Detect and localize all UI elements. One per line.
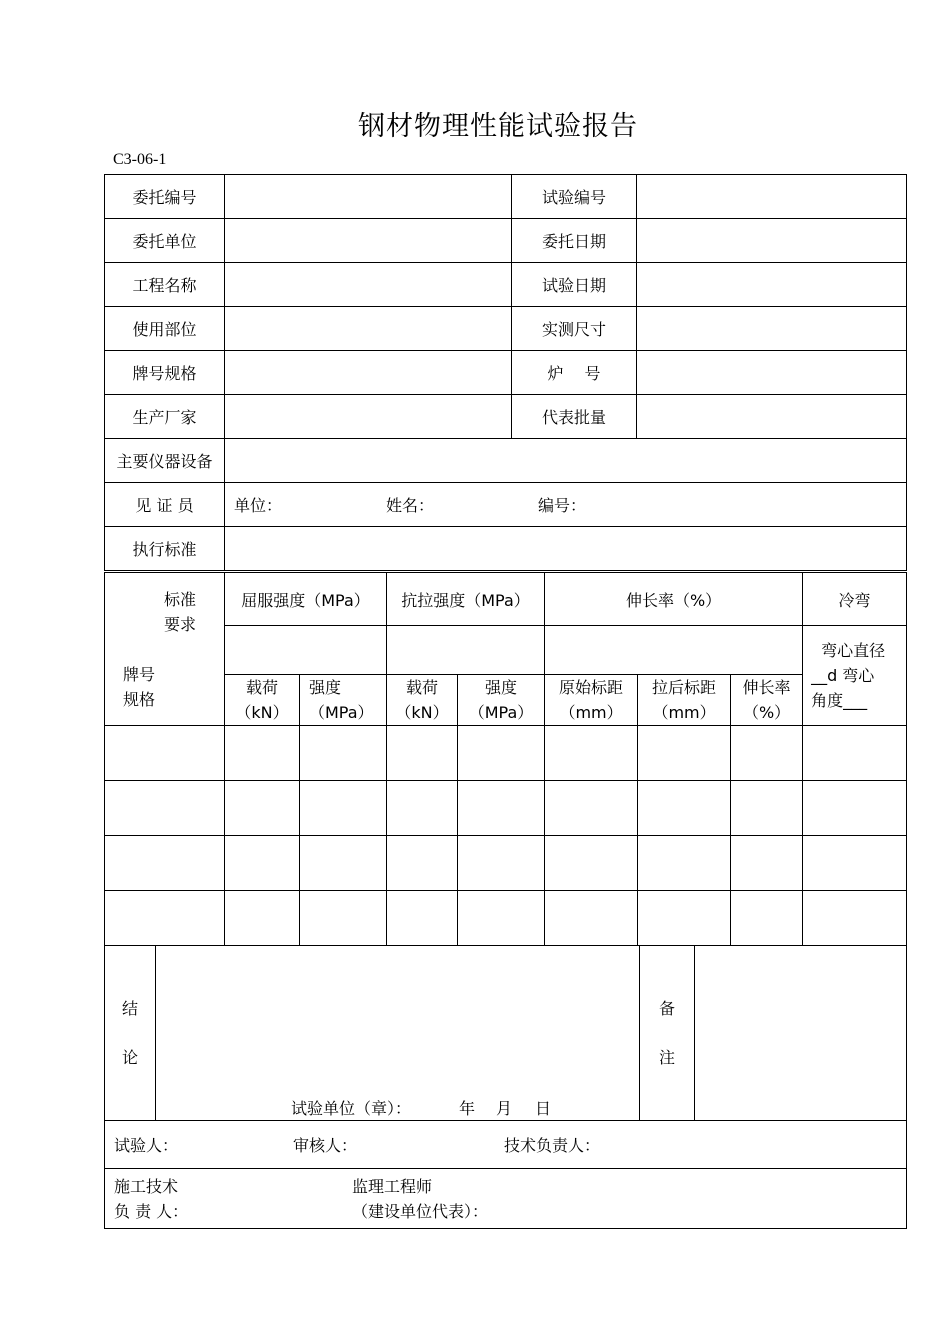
cell[interactable] xyxy=(300,891,387,946)
info-row xyxy=(105,395,907,439)
elong-label: 伸长率 xyxy=(742,678,791,697)
conclusion-label-2: 论 xyxy=(121,1048,138,1067)
construction-label-1: 施工技术 xyxy=(114,1176,179,1196)
elong-header xyxy=(731,675,803,726)
info-label: 实测尺寸 xyxy=(512,307,637,351)
cell[interactable] xyxy=(225,891,300,946)
info-label: 炉 号 xyxy=(512,351,637,395)
signature-row-2 xyxy=(105,1169,907,1229)
cell[interactable] xyxy=(105,781,225,836)
bend-spec xyxy=(803,626,907,726)
corner-top-2: 要求 xyxy=(164,615,197,634)
info-label: 试验日期 xyxy=(512,263,637,307)
corner-header xyxy=(105,573,225,726)
info-value-field[interactable] xyxy=(225,351,512,395)
info-label: 委托日期 xyxy=(512,219,637,263)
bend-line-3: 角度___ xyxy=(811,691,868,710)
cell[interactable] xyxy=(731,726,803,781)
cell[interactable] xyxy=(803,836,907,891)
construction-label-2: 负 责 人： xyxy=(114,1201,189,1221)
load-2-label: 载荷 xyxy=(406,678,439,697)
table-row xyxy=(105,781,907,836)
cell[interactable] xyxy=(300,726,387,781)
corner-bottom-2: 规格 xyxy=(123,690,156,709)
cell[interactable] xyxy=(638,891,731,946)
witness-number: 编号： xyxy=(538,496,587,515)
load-1-header xyxy=(225,675,300,726)
year-label: 年 xyxy=(459,1099,476,1118)
day-label: 日 xyxy=(535,1099,552,1118)
remark-field[interactable] xyxy=(695,946,907,1121)
equipment-field[interactable] xyxy=(225,439,907,483)
cell[interactable] xyxy=(225,836,300,891)
signature-table xyxy=(104,1120,907,1229)
cell[interactable] xyxy=(105,836,225,891)
strength-2-header xyxy=(458,675,545,726)
table-row xyxy=(105,726,907,781)
info-value-field[interactable] xyxy=(225,263,512,307)
witness-row xyxy=(105,483,907,527)
load-2-unit: （kN） xyxy=(395,703,449,722)
info-value-field[interactable] xyxy=(225,395,512,439)
gauge-orig-unit: （mm） xyxy=(559,703,623,722)
cell[interactable] xyxy=(300,781,387,836)
gauge-after-header xyxy=(638,675,731,726)
conclusion-field[interactable] xyxy=(156,946,640,1121)
supervisor-label-1: 监理工程师 xyxy=(352,1176,433,1196)
test-table xyxy=(104,572,907,946)
strength-2-unit: （MPa） xyxy=(468,703,534,722)
info-label: 使用部位 xyxy=(105,307,225,351)
standard-label: 执行标准 xyxy=(105,527,225,571)
witness-name: 姓名： xyxy=(386,496,435,515)
gauge-after-unit: （mm） xyxy=(652,703,716,722)
info-value-field[interactable] xyxy=(637,307,907,351)
info-row xyxy=(105,263,907,307)
cell[interactable] xyxy=(458,836,545,891)
info-table xyxy=(104,174,907,571)
cell[interactable] xyxy=(638,836,731,891)
month-label: 月 xyxy=(496,1099,513,1118)
witness-unit: 单位： xyxy=(234,496,283,515)
info-value-field[interactable] xyxy=(225,175,512,219)
conclusion-label xyxy=(105,946,156,1121)
cell[interactable] xyxy=(387,836,458,891)
load-1-unit: （kN） xyxy=(235,703,289,722)
cell[interactable] xyxy=(105,891,225,946)
info-label: 委托单位 xyxy=(105,219,225,263)
info-value-field[interactable] xyxy=(225,307,512,351)
strength-1-label: 强度 xyxy=(309,678,342,697)
strength-1-header xyxy=(300,675,387,726)
bend-line-2: __d 弯心 xyxy=(811,666,875,685)
cell[interactable] xyxy=(731,836,803,891)
info-value-field[interactable] xyxy=(225,219,512,263)
info-label: 委托编号 xyxy=(105,175,225,219)
info-row xyxy=(105,219,907,263)
supervisor-label-2: （建设单位代表）： xyxy=(352,1201,489,1221)
cell[interactable] xyxy=(387,781,458,836)
elong-unit: （%） xyxy=(742,703,791,722)
info-label: 工程名称 xyxy=(105,263,225,307)
tech-lead-label: 技术负责人： xyxy=(504,1136,601,1155)
form-code: C3-06-1 xyxy=(113,151,167,168)
stamp-line xyxy=(291,1096,551,1119)
conclusion-table xyxy=(104,945,907,1121)
info-row xyxy=(105,351,907,395)
info-value-field[interactable] xyxy=(637,351,907,395)
construction-block xyxy=(114,1174,352,1224)
cell[interactable] xyxy=(387,891,458,946)
info-row xyxy=(105,175,907,219)
tester-label: 试验人： xyxy=(114,1136,179,1155)
bend-line-1: 弯心直径 xyxy=(821,641,886,660)
tensile-requirement[interactable] xyxy=(387,626,545,675)
strength-1-unit: （MPa） xyxy=(309,703,374,722)
report-title: 钢材物理性能试验报告 xyxy=(358,111,638,142)
cell[interactable] xyxy=(458,726,545,781)
info-row xyxy=(105,307,907,351)
remark-label-2: 注 xyxy=(658,1048,675,1067)
load-2-header xyxy=(387,675,458,726)
cell[interactable] xyxy=(458,891,545,946)
elongation-requirement[interactable] xyxy=(545,626,803,675)
cold-bend-header: 冷弯 xyxy=(803,573,907,626)
info-value-field[interactable] xyxy=(637,395,907,439)
info-label: 牌号规格 xyxy=(105,351,225,395)
cell[interactable] xyxy=(105,726,225,781)
cell[interactable] xyxy=(803,726,907,781)
elongation-header: 伸长率（%） xyxy=(545,573,803,626)
standard-row xyxy=(105,527,907,571)
standard-field[interactable] xyxy=(225,527,907,571)
table-row xyxy=(105,891,907,946)
info-label: 试验编号 xyxy=(512,175,637,219)
strength-2-label: 强度 xyxy=(485,678,518,697)
tensile-header: 抗拉强度（MPa） xyxy=(387,573,545,626)
cell[interactable] xyxy=(300,836,387,891)
cell[interactable] xyxy=(545,726,638,781)
remark-label xyxy=(640,946,695,1121)
cell[interactable] xyxy=(387,726,458,781)
cell[interactable] xyxy=(545,836,638,891)
supervisor-block xyxy=(352,1174,488,1224)
info-label: 代表批量 xyxy=(512,395,637,439)
corner-top-1: 标准 xyxy=(164,590,197,609)
info-value-field[interactable] xyxy=(637,175,907,219)
cell[interactable] xyxy=(638,781,731,836)
corner-bottom-1: 牌号 xyxy=(123,665,156,684)
cell[interactable] xyxy=(803,781,907,836)
conclusion-label-1: 结 xyxy=(121,999,138,1018)
equipment-row xyxy=(105,439,907,483)
cell[interactable] xyxy=(731,781,803,836)
reviewer-label: 审核人： xyxy=(293,1136,358,1155)
yield-requirement[interactable] xyxy=(225,626,387,675)
cell[interactable] xyxy=(225,726,300,781)
cell[interactable] xyxy=(545,781,638,836)
witness-label: 见 证 员 xyxy=(105,483,225,527)
load-1-label: 载荷 xyxy=(245,678,278,697)
equipment-label: 主要仪器设备 xyxy=(105,439,225,483)
info-value-field[interactable] xyxy=(637,263,907,307)
table-row xyxy=(105,836,907,891)
cell[interactable] xyxy=(803,891,907,946)
remark-label-1: 备 xyxy=(658,999,675,1018)
witness-field[interactable] xyxy=(225,483,907,527)
gauge-orig-header xyxy=(545,675,638,726)
cell[interactable] xyxy=(225,781,300,836)
info-value-field[interactable] xyxy=(637,219,907,263)
gauge-orig-label: 原始标距 xyxy=(559,678,624,697)
info-label: 生产厂家 xyxy=(105,395,225,439)
cell[interactable] xyxy=(458,781,545,836)
stamp-label: 试验单位（章）： xyxy=(291,1099,412,1118)
signature-row-1 xyxy=(105,1121,907,1169)
yield-header: 屈服强度（MPa） xyxy=(225,573,387,626)
cell[interactable] xyxy=(545,891,638,946)
cell[interactable] xyxy=(638,726,731,781)
gauge-after-label: 拉后标距 xyxy=(652,678,717,697)
cell[interactable] xyxy=(731,891,803,946)
